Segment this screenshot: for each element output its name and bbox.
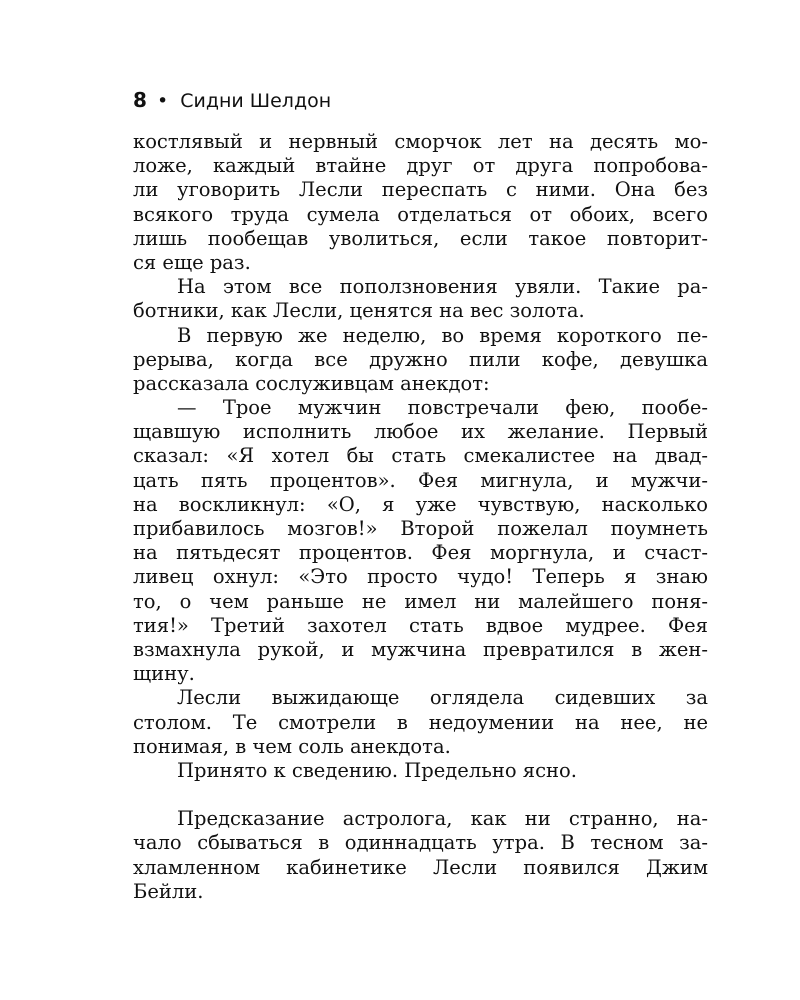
text-line: всякого труда сумела отделаться от обоих, всего: [133, 202, 708, 226]
text-line: лишь пообещав уволиться, если такое повторит-: [133, 226, 708, 250]
text-line: ся еще раз.: [133, 250, 251, 274]
text-line: На этом все поползновения увяли. Такие ра-: [177, 275, 708, 299]
text-line: ли уговорить Лесли переспать с ними. Она без: [133, 178, 708, 202]
text-line: ботники, как Лесли, ценятся на вес золота.: [133, 299, 585, 323]
text-line: прибавилось мозгов!» Второй пожелал поумнеть: [133, 517, 708, 540]
text-line: рассказала сослуживцам анекдот:: [133, 371, 490, 395]
text-line: ложе, каждый втайне друг от друга попробова-: [133, 154, 708, 178]
text-line: В первую же неделю, во время короткого пе-: [177, 323, 708, 347]
text-line: костлявый и нервный сморчок лет на десять мо-: [133, 130, 708, 153]
text-line: Лесли выжидающе оглядела сидевших за: [177, 686, 708, 710]
section-break: [133, 783, 708, 807]
text-line: на пятьдесят процентов. Фея моргнула, и счаст-: [133, 541, 708, 565]
running-header: [133, 88, 331, 113]
text-line: Предсказание астролога, как ни странно, на-: [177, 807, 708, 831]
text-line: — Трое мужчин повстречали фею, пообе-: [177, 396, 708, 420]
page-body-text: [133, 130, 708, 904]
text-line: ливец охнул: «Это просто чудо! Теперь я знаю: [133, 565, 708, 589]
text-line: то, о чем раньше не имел ни малейшего поня-: [133, 589, 708, 613]
text-line: цать пять процентов». Фея мигнула, и мужчи-: [133, 468, 708, 492]
text-line: столом. Те смотрели в недоумении на нее, не: [133, 710, 708, 734]
text-line: щину.: [133, 662, 195, 686]
page-number: 8: [133, 88, 147, 112]
text-line: рерыва, когда все дружно пили кофе, девушка: [133, 347, 708, 371]
text-line: понимая, в чем соль анекдота.: [133, 734, 451, 758]
author-name: Сидни Шелдон: [180, 90, 332, 112]
text-line: взмахнула рукой, и мужчина превратился в жен-: [133, 637, 708, 661]
text-line: Принято к сведению. Предельно ясно.: [177, 758, 577, 782]
text-line: чало сбываться в одиннадцать утра. В тесном за-: [133, 831, 708, 855]
text-line: тия!» Третий захотел стать вдвое мудрее. Фея: [133, 613, 708, 637]
text-line: щавшую исполнить любое их желание. Первый: [133, 420, 708, 444]
text-line: сказал: «Я хотел бы стать смекалистее на двад-: [133, 444, 708, 468]
text-line: на воскликнул: «О, я уже чувствую, насколько: [133, 492, 708, 516]
header-separator: •: [156, 90, 169, 112]
text-line: хламленном кабинетике Лесли появился Джим: [133, 855, 708, 879]
text-line: Бейли.: [133, 879, 204, 903]
